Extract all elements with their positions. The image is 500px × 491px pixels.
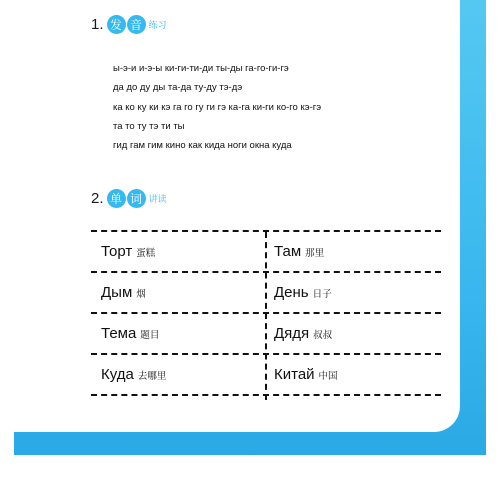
chinese-meaning: 题目: [140, 329, 160, 341]
russian-word: Китай: [274, 366, 315, 383]
russian-word: Тема: [101, 325, 137, 342]
russian-word: Дядя: [274, 325, 310, 342]
section-1-bubble-1: 发: [107, 15, 126, 34]
pronunciation-line: та то ту тэ ти ты: [113, 120, 185, 132]
russian-word: Торт: [101, 243, 133, 260]
section-1-number: 1.: [91, 15, 104, 33]
word-cell: [101, 314, 159, 353]
section-2-heading: [91, 188, 167, 208]
word-cell: [101, 355, 166, 394]
chinese-meaning: 日子: [312, 288, 332, 300]
section-1-heading: [91, 14, 167, 34]
pronunciation-line: гид гам гим кино как кида ноги окна куда: [113, 140, 292, 152]
section-2-bubble-2: 词: [127, 189, 146, 208]
russian-word: Дым: [101, 284, 133, 301]
chinese-meaning: 中国: [318, 370, 338, 382]
chinese-meaning: 那里: [305, 247, 325, 259]
word-cell: [101, 273, 146, 312]
pronunciation-line: ка ко ку ки кэ га го гу ги гэ ка-га ки-ги ко-го кэ-гэ: [113, 101, 322, 113]
chinese-meaning: 去哪里: [137, 370, 167, 382]
chinese-meaning: 烟: [136, 288, 146, 300]
russian-word: Там: [274, 243, 302, 260]
pronunciation-lines: [113, 59, 321, 155]
section-2-bubble-1: 单: [107, 189, 126, 208]
word-cell: [274, 314, 332, 353]
section-2-number: 2.: [91, 189, 104, 207]
word-cell: [101, 232, 155, 271]
section-1-suffix: 练习: [148, 20, 167, 31]
section-2-suffix: 讲读: [148, 194, 167, 205]
word-cell: [274, 232, 324, 271]
chinese-meaning: 蛋糕: [136, 247, 156, 259]
word-cell: [274, 355, 338, 394]
section-1-bubble-2: 音: [127, 15, 146, 34]
vocabulary-table: [91, 230, 441, 398]
russian-word: День: [274, 284, 309, 301]
chinese-meaning: 叔叔: [313, 329, 333, 341]
pronunciation-line: да до ду ды та-да ту-ду тэ-дэ: [113, 82, 243, 94]
column-divider: [265, 232, 267, 400]
word-cell: [274, 273, 332, 312]
russian-word: Куда: [101, 366, 134, 383]
pronunciation-line: ы-э-и и-э-ы ки-ги-ти-ди ты-ды га-го-ги-гэ: [113, 63, 289, 74]
